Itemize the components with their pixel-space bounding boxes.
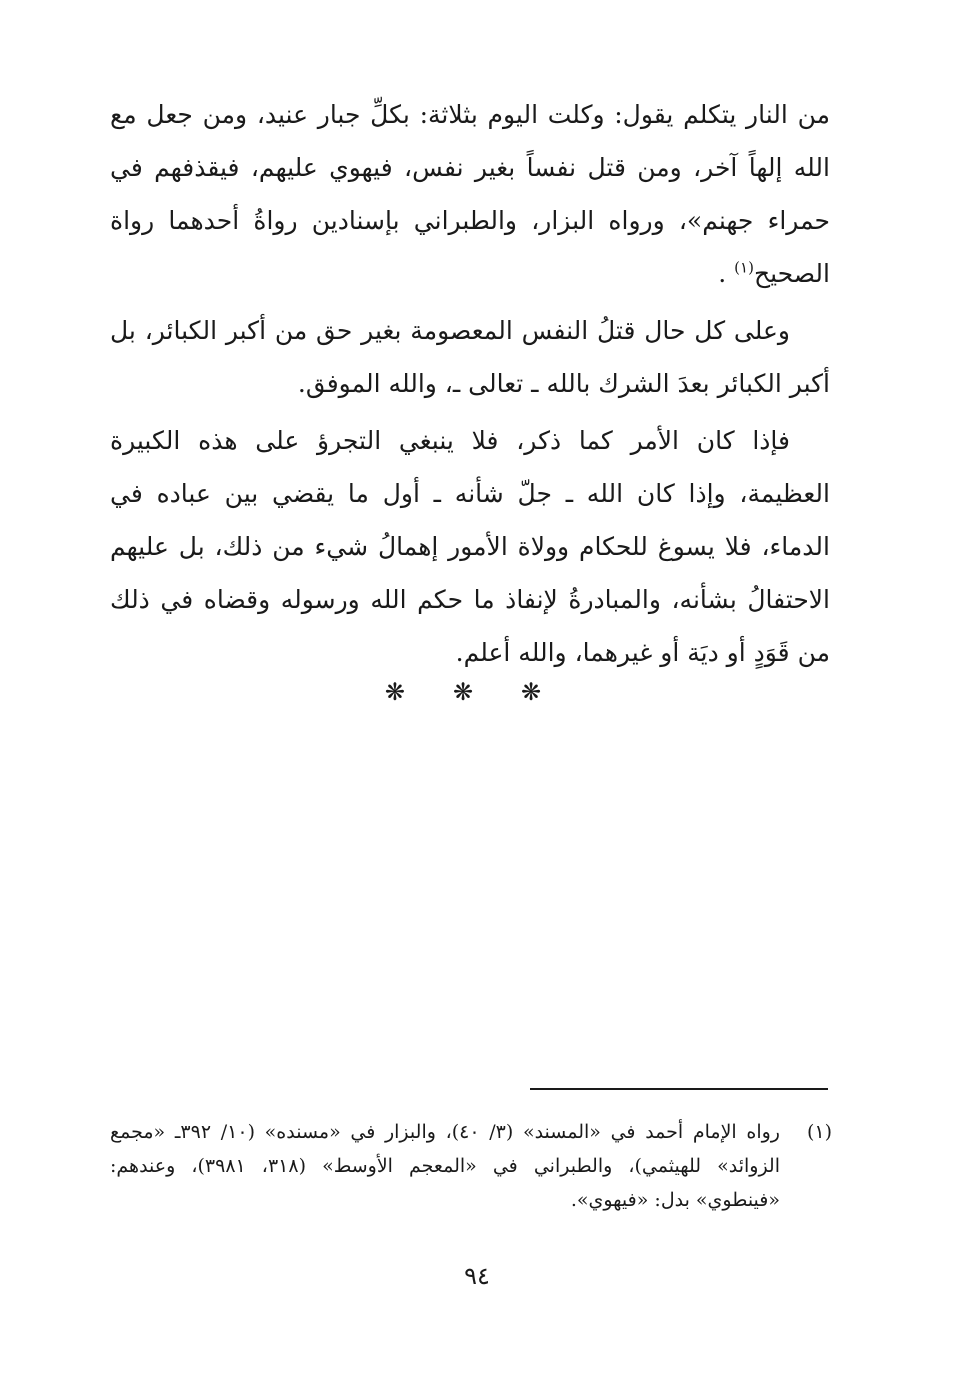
- footnote-text: رواه الإمام أحمد في «المسند» (٣/ ٤٠)، والبزار في «مسنده» (١٠/ ٣٩٢ـ «مجمع الزوائد» للهيثمي)، والطبراني في «المعجم الأوسط» (٣١٨، ٣٩٨١)، وعندهم: «فينطوي» بدل: «فيهوي».: [110, 1121, 781, 1211]
- main-text: [110, 88, 830, 683]
- footnote-marker: (١): [806, 1121, 832, 1143]
- paragraph-2: وعلى كل حال قتلُ النفس المعصومة بغير حق من أكبر الكبائر، بل أكبر الكبائر بعدَ الشرك بالله ـ تعالى ـ، والله الموفق.: [110, 316, 830, 398]
- paragraph-3: فإذا كان الأمر كما ذكر، فلا ينبغي التجرؤ على هذه الكبيرة العظيمة، وإذا كان الله ـ جلّ شأنه ـ أول ما يقضي بين عباده في الدماء، فلا يسوغ للحكام وولاة الأمور إهمالُ شيء من ذلك، بل عليهم الاحتفالُ بشأنه، والمبادرةُ لإنفاذ ما حكم الله ورسوله وقضاه في ذلك من قَوَدٍ أو ديَة أو غيرهما، والله أعلم.: [110, 426, 830, 667]
- footnotes: [110, 1115, 832, 1217]
- section-separator: [0, 678, 954, 706]
- separator-star: ❋: [521, 678, 570, 706]
- paragraph-1-text: من النار يتكلم يقول: وكلت اليوم بثلاثة: بكلِّ جبار عنيد، ومن جعل مع الله إلهاً آخر، ومن قتل نفساً بغير نفس، فيهوي عليهم، فيقذفهم في حمراء جهنم»، ورواه البزار، والطبراني بإسنادين رواةُ أحدهما رواة الصحيح: [110, 100, 830, 288]
- paragraph-1-tail: .: [718, 259, 735, 288]
- separator-star: ❋: [384, 678, 433, 706]
- page-number: ٩٤: [464, 1262, 490, 1290]
- footnote-1: [110, 1115, 832, 1217]
- footnote-divider: [530, 1088, 828, 1090]
- footnote-reference[interactable]: (١): [734, 258, 754, 277]
- paragraph-1: [110, 88, 830, 300]
- separator-star: ❋: [452, 678, 502, 706]
